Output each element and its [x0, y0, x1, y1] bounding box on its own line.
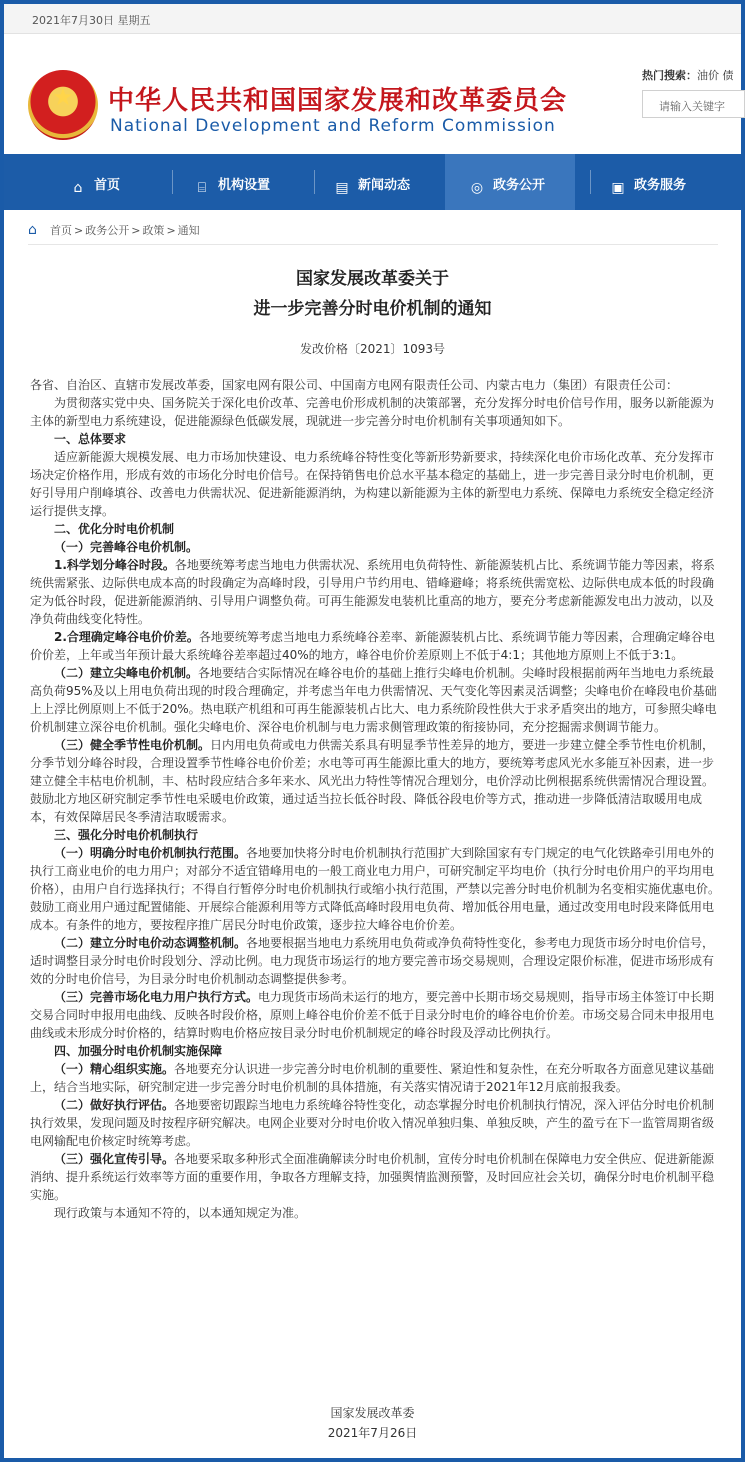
paragraph-text: 各地要统筹考虑当地电力供需状况、系统用电负荷特性、新能源装机占比、系统调节能力等因素，将系统供需紧张、边际供电成本高的时段确定为高峰时段，引导用户节约用电、错峰避峰；将系统供需宽松、边际供电成本低的时段确定为低谷时段，促进新能源消纳、引导用户调整负荷。可再生能源发电装机比重高的地方，要充分考虑新能源发电出力波动，以及净负荷曲线变化特性。 [30, 558, 715, 626]
section-heading-text: 一、总体要求 [54, 432, 127, 446]
nav-item-home[interactable] [70, 154, 182, 210]
closing-paragraph: 现行政策与本通知不符的，以本通知规定为准。 [54, 1206, 307, 1220]
institution-icon: ⌸ [197, 180, 207, 196]
paragraph-lead: （二）建立分时电价动态调整机制。 [54, 936, 247, 950]
section-heading [30, 430, 720, 448]
service-icon: ▣ [611, 180, 625, 196]
paragraph-text: 各地要根据当地电力系统用电负荷或净负荷特性变化，参考电力现货市场分时电价信号，适时调整目录分时电价时段划分、浮动比例。电力现货市场运行的地方要完善市场交易规则，合理设定限价标准，促进市场形成有效的分时电价信号，为目录分时电价机制动态调整提供参考。 [30, 936, 715, 986]
paragraph-lead: （二）做好执行评估。 [54, 1098, 175, 1112]
site-header [4, 34, 741, 154]
paragraph [30, 628, 720, 664]
paragraph-lead: 2.合理确定峰谷电价价差。 [54, 630, 199, 644]
paragraph [30, 988, 720, 1042]
addressee: 各省、自治区、直辖市发展改革委，国家电网有限公司、中国南方电网有限责任公司、内蒙古电力（集团）有限责任公司： [30, 378, 679, 392]
section-heading [30, 1042, 720, 1060]
paragraph [30, 1096, 720, 1150]
paragraph-text: 各地要统筹考虑当地电力系统峰谷差率、新能源装机占比、系统调节能力等因素，合理确定峰谷电价价差，上年或当年预计最大系统峰谷差率超过40%的地方，峰谷电价价差原则上不低于4:1；其他地方原则上不低于3:1。 [30, 630, 715, 662]
paragraph-text: 各地要充分认识进一步完善分时电价机制的重要性、紧迫性和复杂性，在充分听取各方面意见建议基础上，结合当地实际，研究制定进一步完善分时电价机制的具体措施，有关落实情况请于2021年12月底前报我委。 [30, 1062, 715, 1094]
hot-search-terms[interactable]: 油价 债 [697, 69, 734, 82]
nav-item-institution[interactable] [194, 154, 316, 210]
news-icon: ▤ [335, 180, 349, 196]
nav-divider [314, 170, 315, 194]
intro-paragraph: 为贯彻落实党中央、国务院关于深化电价改革、完善电价形成机制的决策部署，充分发挥分时电价信号作用，服务以新能源为主体的新型电力系统建设，促进能源绿色低碳发展，现就进一步完善分时电价机制有关事项通知如下。 [30, 396, 715, 428]
subsection-heading [30, 538, 720, 556]
nav-item-label: 政务服务 [634, 178, 687, 193]
search-input[interactable]: 请输入关键字 [642, 90, 745, 118]
doc-number: 发改价格〔2021〕1093号 [299, 342, 446, 356]
nav-item-label: 首页 [94, 178, 121, 193]
paragraph [30, 664, 720, 736]
section-heading-text: 四、加强分时电价机制实施保障 [54, 1044, 223, 1058]
doc-body [30, 376, 720, 1222]
paragraph [30, 1150, 720, 1204]
breadcrumb-item[interactable]: 首页 [50, 224, 72, 237]
hot-search-label: 热门搜索： [642, 69, 697, 82]
top-bar [4, 4, 741, 34]
paragraph-lead: （二）建立尖峰电价机制。 [54, 666, 199, 680]
broadcast-icon: ◎ [470, 180, 484, 196]
paragraph-lead: 1.科学划分峰谷时段。 [54, 558, 175, 572]
breadcrumb: ⌂ 首页 > 政务公开 > 政策 > 通知 [28, 222, 200, 238]
breadcrumb-item[interactable]: 政务公开 [85, 224, 130, 237]
home-icon[interactable]: ⌂ [28, 222, 37, 238]
home-icon: ⌂ [73, 180, 83, 196]
main-nav [4, 154, 741, 210]
doc-title-line-1: 国家发展改革委关于 [296, 269, 449, 289]
nav-item-news[interactable] [334, 154, 446, 210]
site-title-en[interactable]: National Development and Reform Commission [110, 116, 556, 136]
paragraph-text: 日内用电负荷或电力供需关系具有明显季节性差异的地方，要进一步建立健全季节性电价机制，分季节划分峰谷时段，合理设置季节性峰谷电价价差；水电等可再生能源比重大的地方，要统筹考虑风光水多能互补因素，进一步建立健全丰枯电价机制，丰、枯时段应结合多年来水、风光出力特性等情况合理划分，电价浮动比例根据系统供需情况合理设置。鼓励北方地区研究制定季节性电采暖电价政策，通过适当拉长低谷时段、降低谷段电价等方式，推动进一步降低清洁取暖用电成本，有效保障居民冬季清洁取暖需求。 [30, 738, 715, 824]
nav-item-services[interactable] [610, 154, 722, 210]
paragraph [30, 556, 720, 628]
signature-org: 国家发展改革委 [330, 1406, 415, 1420]
paragraph-text: 电力现货市场尚未运行的地方，要完善中长期市场交易规则，指导市场主体签订中长期交易合同时申报用电曲线、反映各时段价格，原则上峰谷电价价差不低于目录分时电价的峰谷电价价差。市场交易合同未申报用电曲线或未形成分时价格的，结算时购电价格应按目录分时电价机制规定的峰谷时段及浮动比例执行。 [30, 990, 715, 1040]
subsection-heading-text: （一）完善峰谷电价机制。 [54, 540, 199, 554]
breadcrumb-item[interactable]: 通知 [177, 224, 200, 237]
paragraph-lead: （一）精心组织实施。 [54, 1062, 175, 1076]
doc-title-line-2: 进一步完善分时电价机制的通知 [253, 299, 492, 319]
star-icon: ★ [52, 83, 74, 111]
paragraph: 适应新能源大规模发展、电力市场加快建设、电力系统峰谷特性变化等新形势新要求，持续深化电价市场化改革、充分发挥市场决定价格作用，形成有效的市场化分时电价信号。在保持销售电价总水平基本稳定的基础上，进一步完善目录分时电价机制，更好引导用户削峰填谷、改善电力供需状况、促进新能源消纳，为构建以新能源为主体的新型电力系统、保障电力系统安全稳定经济运行提供支撑。 [30, 450, 715, 518]
paragraph-lead: （三）健全季节性电价机制。 [54, 738, 211, 752]
paragraph-text: 各地要采取多种形式全面准确解读分时电价机制，宣传分时电价机制在保障电力安全供应、促进新能源消纳、提升系统运行效率等方面的重要作用，争取各方理解支持，加强舆情监测预警，及时回应社会关切，确保分时电价机制平稳实施。 [30, 1152, 715, 1202]
paragraph-text: 各地要加快将分时电价机制执行范围扩大到除国家有专门规定的电气化铁路牵引用电外的执行工商业电价的电力用户；对部分不适宜错峰用电的一般工商业电力用户，可研究制定平均电价（执行分时电价用户的平均用电价格），由用户自行选择执行；不得自行暂停分时电价机制执行或缩小执行范围，严禁以完善分时电价机制为名变相实施优惠电价。鼓励工商业用户通过配置储能、开展综合能源利用等方式降低高峰时段用电负荷、增加低谷用电量，通过改变用电时段来降低用电成本。有条件的地方，要按程序推广居民分时电价政策，逐步拉大峰谷电价价差。 [30, 846, 721, 932]
paragraph-lead: （一）明确分时电价机制执行范围。 [54, 846, 247, 860]
nav-item-label: 机构设置 [218, 178, 271, 193]
section-heading-text: 三、强化分时电价机制执行 [54, 828, 199, 842]
nav-item-government-affairs[interactable] [445, 154, 575, 210]
hot-search [642, 67, 734, 83]
nav-divider [590, 170, 591, 194]
section-heading-text: 二、优化分时电价机制 [54, 522, 175, 536]
paragraph [30, 934, 720, 988]
paragraph-text: 各地要结合实际情况在峰谷电价的基础上推行尖峰电价机制。尖峰时段根据前两年当地电力系统最高负荷95%及以上用电负荷出现的时段合理确定，并考虑当年电力供需情况、天气变化等因素灵活调整；尖峰电价在峰段电价基础上上浮比例原则上不低于20%。热电联产机组和可再生能源装机占比大、电力系统阶段性供大于求矛盾突出的地方，可参照尖峰电价机制建立深谷电价机制。强化尖峰电价、深谷电价机制与电力需求侧管理政策的衔接协同，充分挖掘需求侧调节能力。 [30, 666, 717, 734]
site-title-cn[interactable]: 中华人民共和国国家发展和改革委员会 [108, 86, 568, 116]
paragraph-text: 各地要密切跟踪当地电力系统峰谷特性变化，动态掌握分时电价机制执行情况，深入评估分时电价机制执行效果，发现问题及时按程序研究解决。电网企业要对分时电价收入情况单独归集、单独反映，产生的盈亏在下一监管周期省级电网输配电价核定时统筹考虑。 [30, 1098, 715, 1148]
section-heading [30, 520, 720, 538]
section-heading [30, 826, 720, 844]
national-emblem-icon[interactable] [28, 70, 98, 140]
signature-date: 2021年7月26日 [327, 1426, 418, 1440]
nav-item-label: 新闻动态 [358, 178, 411, 193]
paragraph-lead: （三）完善市场化电力用户执行方式。 [54, 990, 259, 1004]
paragraph-lead: （三）强化宣传引导。 [54, 1152, 175, 1166]
paragraph [30, 736, 720, 826]
nav-divider [172, 170, 173, 194]
current-date: 2021年7月30日 星期五 [32, 14, 151, 27]
breadcrumb-item[interactable]: 政策 [142, 224, 165, 237]
breadcrumb-divider [28, 244, 718, 245]
nav-item-label: 政务公开 [493, 178, 546, 193]
paragraph [30, 1060, 720, 1096]
paragraph [30, 844, 720, 934]
